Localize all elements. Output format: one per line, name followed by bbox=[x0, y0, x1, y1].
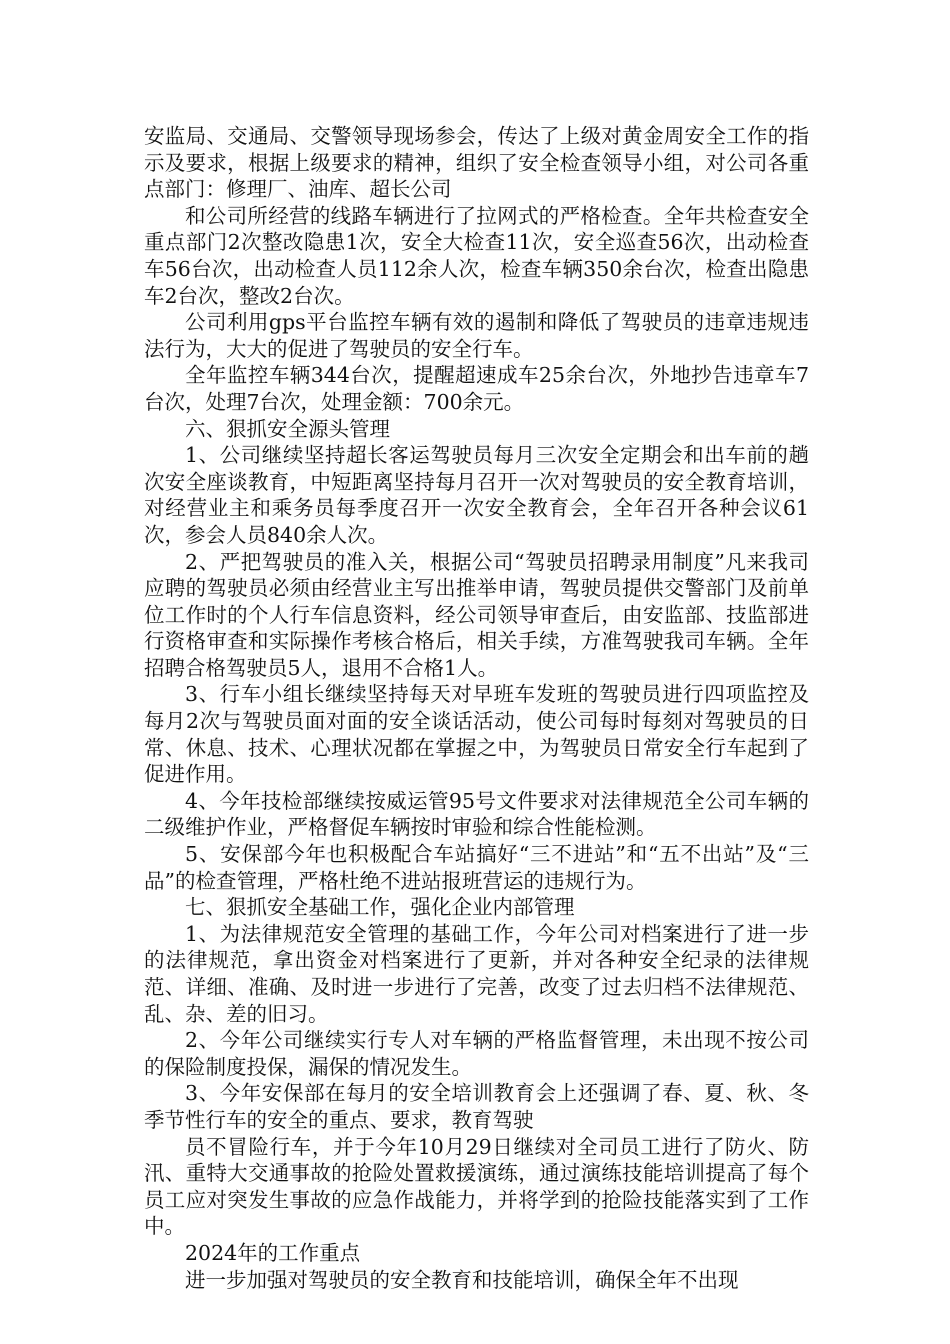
paragraph-inspection: 和公司所经营的线路车辆进行了拉网式的严格检查。全年共检查安全重点部门2次整改隐患1次，安全大检查11次，安全巡查56次，出动检查车56台次，出动检查人员112余人次，检查车辆350余台次，检查出隐患车2台次，整改2台次。 bbox=[144, 203, 809, 308]
section-heading-6: 六、狠抓安全源头管理 bbox=[185, 416, 390, 441]
paragraph-7-1: 1、为法律规范安全管理的基础工作，今年公司对档案进行了进一步的法律规范，拿出资金对档案进行了更新，并对各种安全纪录的法律规范、详细、准确、及时进一步进行了完善，改变了过去归档不法律规范、乱、杂、差的旧习。 bbox=[144, 921, 809, 1026]
section-heading-7: 七、狠抓安全基础工作，强化企业内部管理 bbox=[185, 895, 575, 920]
paragraph-2024-1: 进一步加强对驾驶员的安全教育和技能培训，确保全年不出现 bbox=[185, 1267, 739, 1292]
paragraph-monitoring: 全年监控车辆344台次，提醒超速成车25余台次，外地抄告违章车7台次，处理7台次，处理金额：700余元。 bbox=[144, 363, 809, 414]
section-heading-2024: 2024年的工作重点 bbox=[185, 1240, 361, 1265]
paragraph-6-2: 2、严把驾驶员的准入关，根据公司“驾驶员招聘录用制度”凡来我司应聘的驾驶员必须由经营业主写出推举申请，驾驶员提供交警部门及前单位工作时的个人行车信息资料，经公司领导审查后，由安监部、技监部进行资格审查和实际操作考核合格后，相关手续，方准驾驶我司车辆。全年招聘合格驾驶员5人，退用不合格1人。 bbox=[144, 549, 809, 680]
paragraph-6-1: 1、公司继续坚持超长客运驾驶员每月三次安全定期会和出车前的趟次安全座谈教育，中短距离坚持每月召开一次对驾驶员的安全教育培训，对经营业主和乘务员每季度召开一次安全教育会，全年召开各种会议61次，参会人员840余人次。 bbox=[144, 443, 809, 547]
paragraph-gps: 公司利用gps平台监控车辆有效的遏制和降低了驾驶员的违章违规违法行为，大大的促进了驾驶员的安全行车。 bbox=[144, 310, 809, 361]
paragraph-intro: 安监局、交通局、交警领导现场参会，传达了上级对黄金周安全工作的指示及要求，根据上级要求的精神，组织了安全检查领导小组，对公司各重点部门：修理厂、油库、超长公司 bbox=[144, 124, 809, 202]
paragraph-6-5: 5、安保部今年也积极配合车站搞好“三不进站”和“五不出站”及“三品”的检查管理，严格杜绝不进站报班营运的违规行为。 bbox=[144, 842, 809, 893]
paragraph-7-3-cont: 员不冒险行车，并于今年10月29日继续对全司员工进行了防火、防汛、重特大交通事故的抢险处置救援演练，通过演练技能培训提高了每个员工应对突发生事故的应急作战能力，并将学到的抢险技能落实到了工作中。 bbox=[144, 1134, 809, 1239]
paragraph-6-3: 3、行车小组长继续坚持每天对早班车发班的驾驶员进行四项监控及每月2次与驾驶员面对面的安全谈话活动，使公司每时每刻对驾驶员的日常、休息、技术、心理状况都在掌握之中，为驾驶员日常安全行车起到了促进作用。 bbox=[144, 682, 809, 787]
document-body bbox=[144, 123, 809, 1293]
paragraph-7-2: 2、今年公司继续实行专人对车辆的严格监督管理，未出现不按公司的保险制度投保，漏保的情况发生。 bbox=[144, 1028, 809, 1079]
paragraph-7-3: 3、今年安保部在每月的安全培训教育会上还强调了春、夏、秋、冬季节性行车的安全的重点、要求，教育驾驶 bbox=[144, 1081, 809, 1132]
paragraph-6-4: 4、今年技检部继续按威运管95号文件要求对法律规范全公司车辆的二级维护作业，严格督促车辆按时审验和综合性能检测。 bbox=[144, 788, 809, 840]
